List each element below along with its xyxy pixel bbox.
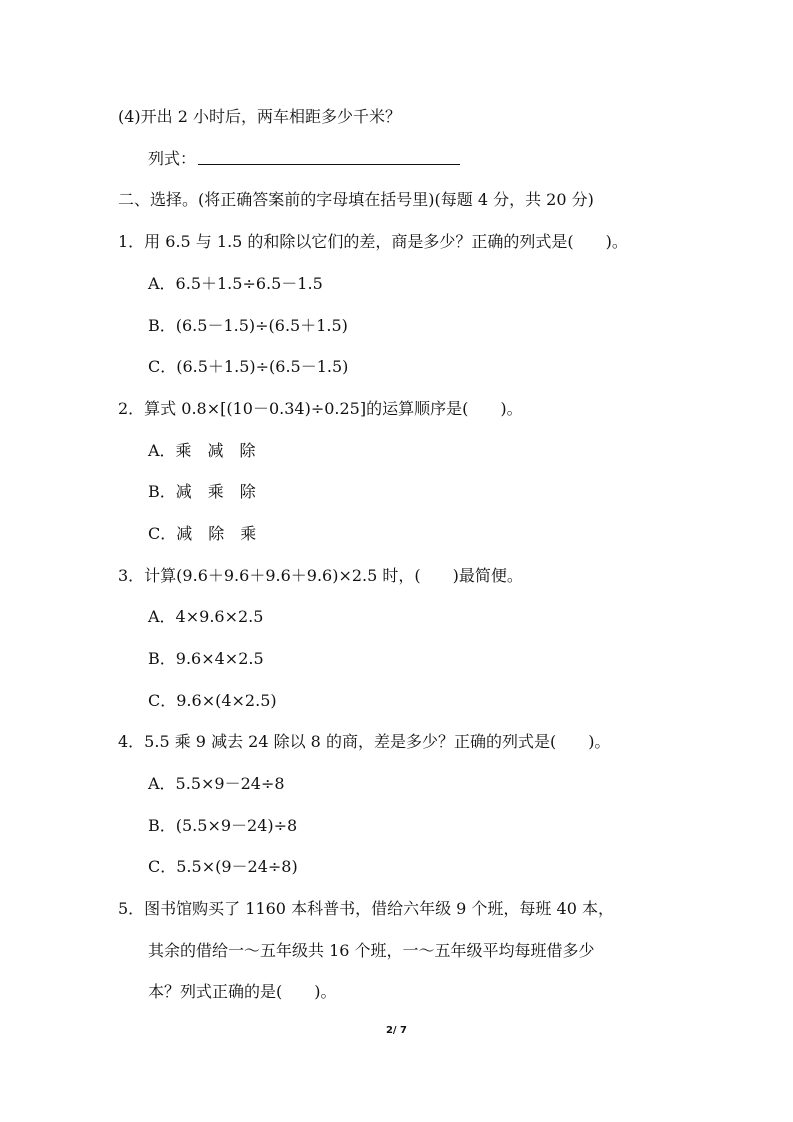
question-2-option-b: B．减 乘 除	[148, 482, 256, 501]
question-2-stem: 2．算式 0.8×[(10－0.34)÷0.25]的运算顺序是( )。	[118, 399, 523, 418]
question-3-stem: 3．计算(9.6＋9.6＋9.6＋9.6)×2.5 时，( )最简便。	[118, 566, 523, 585]
question-4-text: (4)开出 2 小时后，两车相距多少千米？	[118, 107, 402, 126]
question-3-option-a: A．4×9.6×2.5	[148, 607, 264, 626]
question-5-stem-line-2: 其余的借给一～五年级共 16 个班，一～五年级平均每班借多少	[148, 941, 595, 960]
question-4-option-c: C．5.5×(9－24÷8)	[148, 857, 298, 876]
question-5-stem-line-3: 本？列式正确的是( )。	[148, 982, 337, 1001]
question-1-option-a: A．6.5＋1.5÷6.5－1.5	[148, 274, 323, 293]
question-4-option-a: A．5.5×9－24÷8	[148, 774, 285, 793]
question-1-option-b: B．(6.5－1.5)÷(6.5＋1.5)	[148, 316, 348, 335]
question-1-stem: 1．用 6.5 与 1.5 的和除以它们的差，商是多少？正确的列式是( )。	[118, 232, 628, 251]
question-2-option-c: C．减 除 乘	[148, 524, 257, 543]
question-5-stem-line-1: 5．图书馆购买了 1160 本科普书，借给六年级 9 个班，每班 40 本，	[118, 899, 614, 918]
formula-label: 列式：	[148, 149, 197, 168]
page-number: 2/ 7	[385, 1025, 408, 1036]
answer-blank[interactable]	[198, 164, 460, 165]
section-heading: 二、选择。(将正确答案前的字母填在括号里)(每题 4 分，共 20 分)	[118, 190, 594, 209]
question-3-option-c: C．9.6×(4×2.5)	[148, 691, 277, 710]
question-4-option-b: B．(5.5×9－24)÷8	[148, 816, 298, 835]
question-2-option-a: A．乘 减 除	[148, 441, 256, 460]
question-4-stem: 4．5.5 乘 9 减去 24 除以 8 的商，差是多少？正确的列式是( )。	[118, 732, 611, 751]
question-1-option-c: C．(6.5＋1.5)÷(6.5－1.5)	[148, 357, 349, 376]
question-3-option-b: B．9.6×4×2.5	[148, 649, 264, 668]
